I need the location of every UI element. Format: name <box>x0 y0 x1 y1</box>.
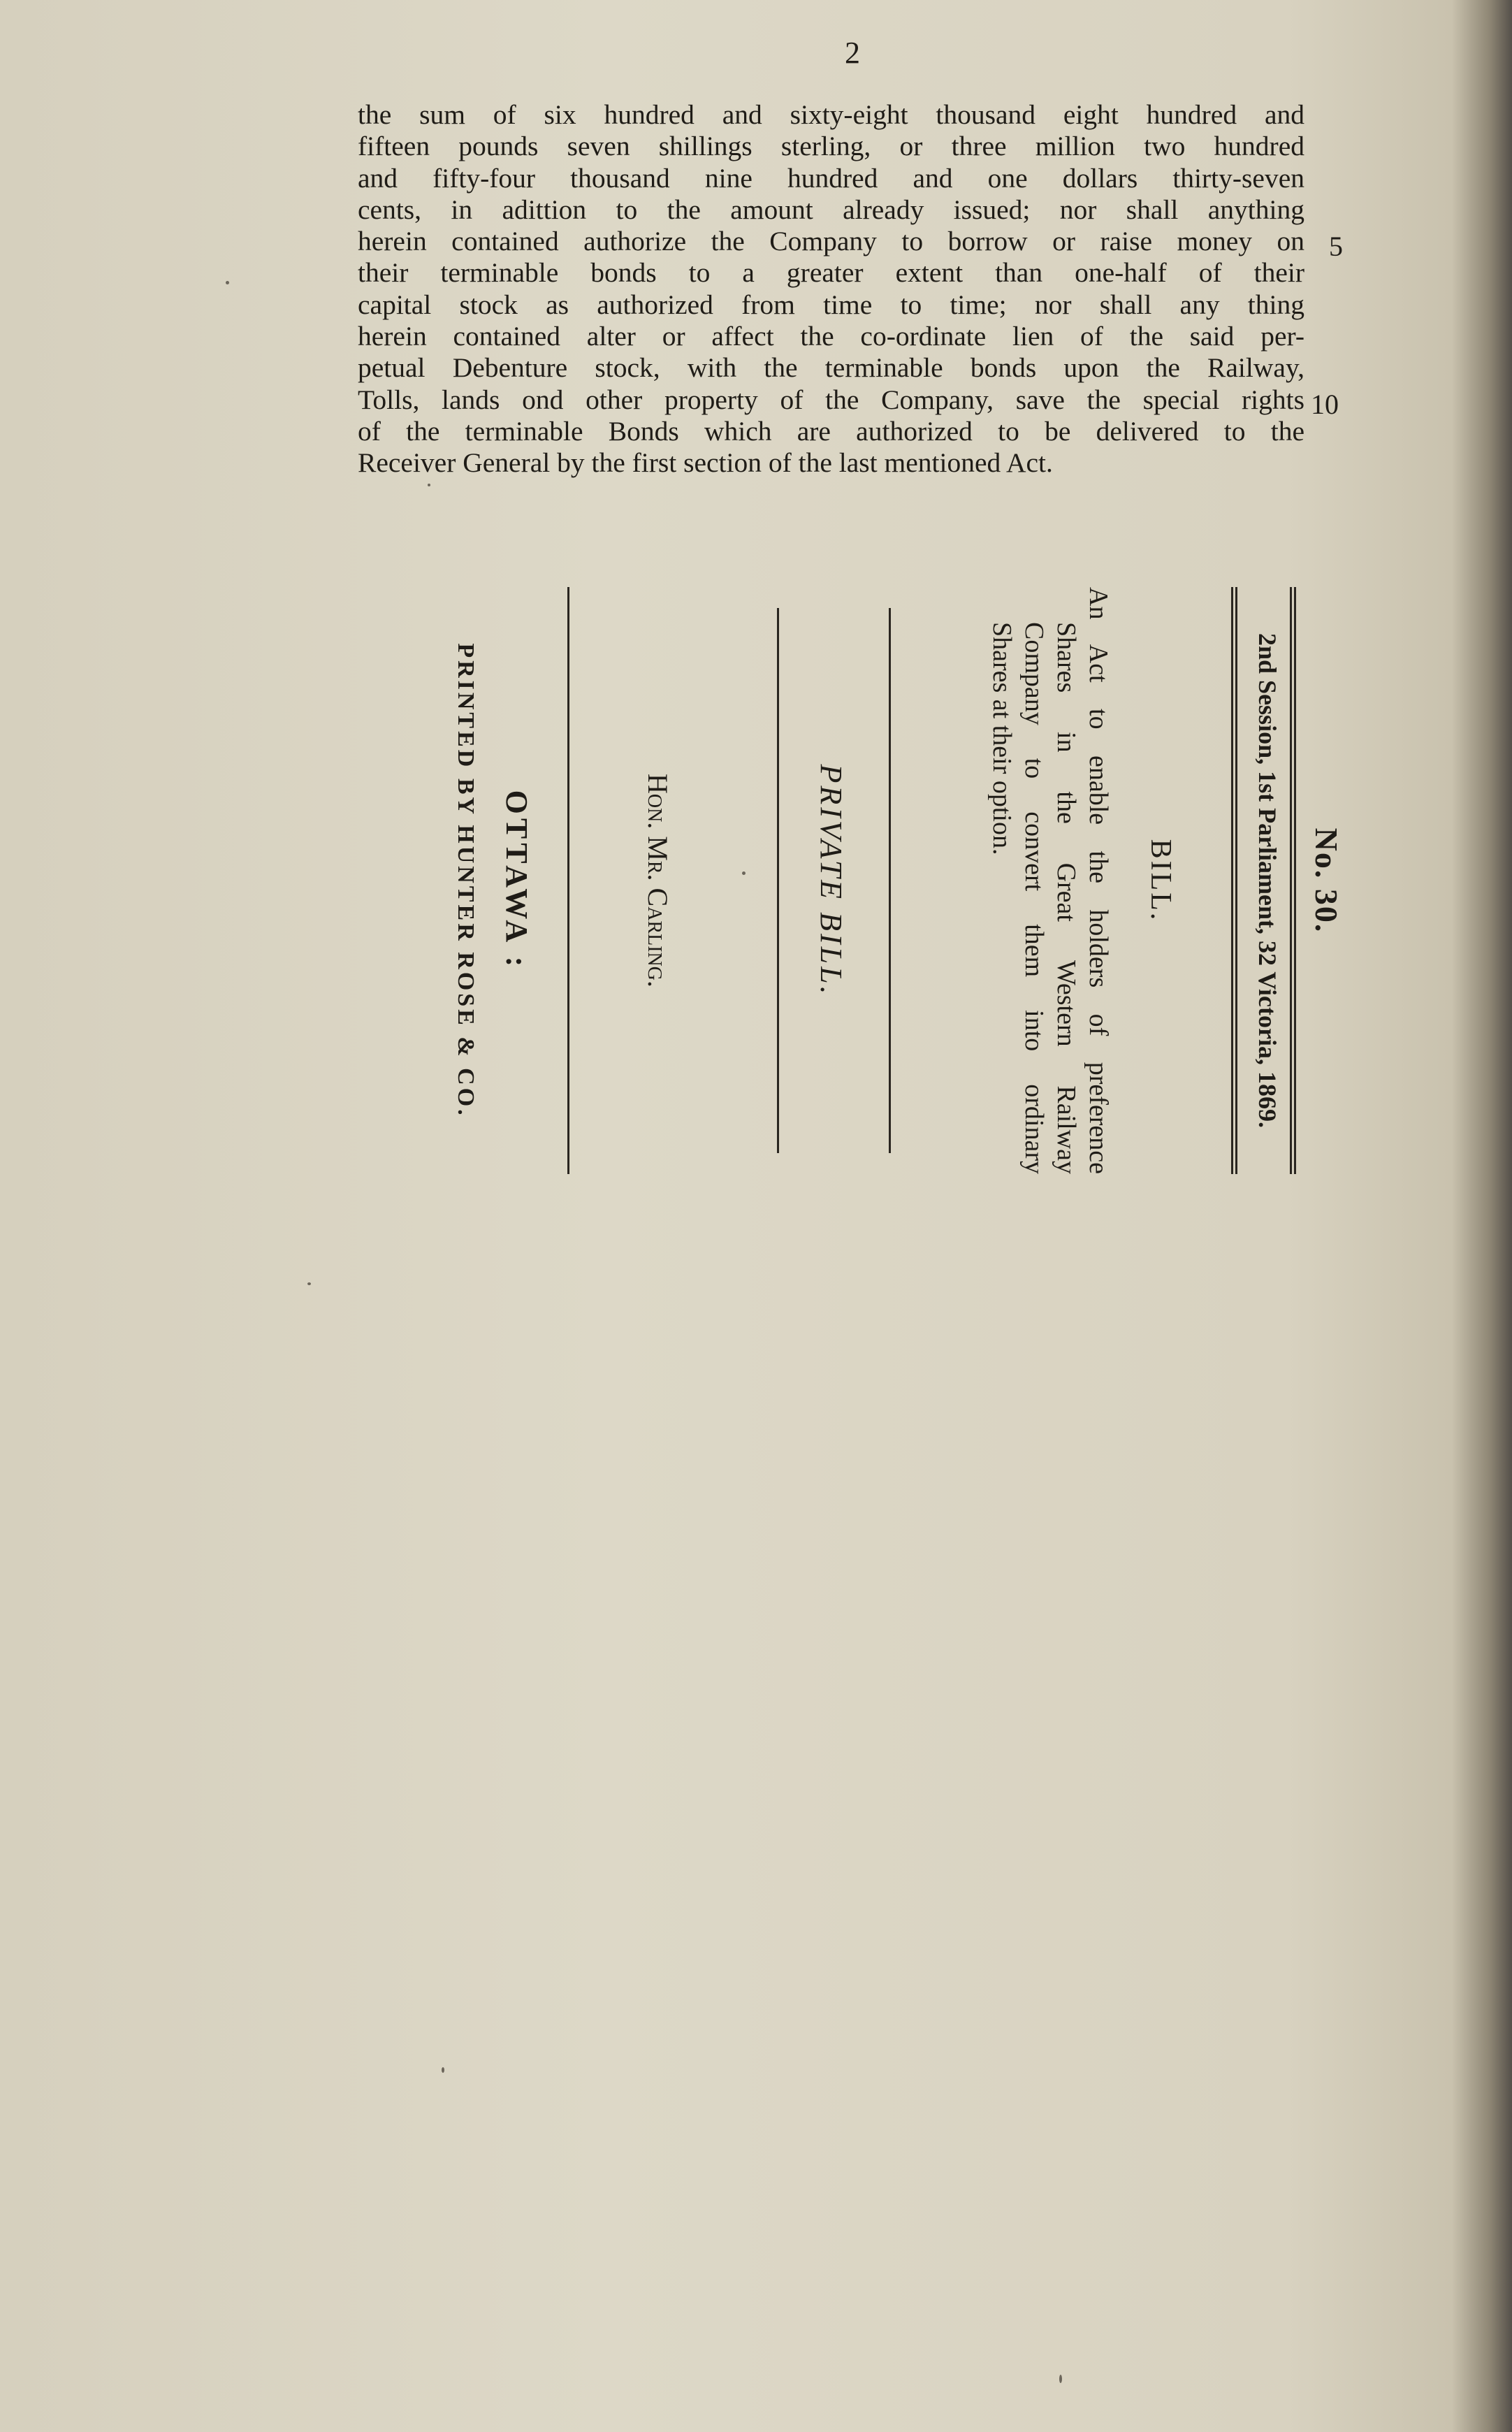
sponsor-name: Hon. Mr. Carling. <box>642 773 674 987</box>
bill-number: No. 30. <box>1309 827 1344 934</box>
line-number-marker: 10 <box>1311 389 1339 420</box>
paper-speck <box>226 281 229 284</box>
body-line: Receiver General by the first section of the last mentioned Act. <box>358 447 1053 479</box>
double-rule <box>1235 587 1237 1174</box>
paper-speck <box>428 484 430 486</box>
session-line: 2nd Session, 1st Parliament, 32 Victoria, 1869. <box>1253 633 1281 1128</box>
body-line: and fifty-four thousand nine hundred and one dollars thirty-seven <box>358 162 1304 194</box>
paper-speck <box>442 2067 444 2073</box>
separator-rule <box>567 587 569 1174</box>
printer-imprint: PRINTED BY HUNTER ROSE & CO. <box>453 643 479 1118</box>
page-number: 2 <box>845 36 860 70</box>
body-paragraph <box>358 99 1304 479</box>
private-bill-label: PRIVATE BILL. <box>814 764 848 997</box>
rotated-title-page <box>52 587 1366 1174</box>
double-rule <box>1290 587 1292 1174</box>
double-rule <box>1294 587 1296 1174</box>
body-line: cents, in adittion to the amount already issued; nor shall anything <box>358 194 1304 225</box>
double-rule <box>1231 587 1233 1174</box>
body-line: fifteen pounds seven shillings sterling, or three million two hundred <box>358 131 1304 162</box>
body-line: herein contained alter or affect the co-ordinate lien of the said per- <box>358 321 1304 352</box>
paper-speck <box>1059 2375 1062 2383</box>
act-title-line: An Act to enable the holders of preference <box>1084 587 1113 1174</box>
line-number-marker: 5 <box>1329 231 1343 262</box>
act-title-line: Company to convert them into ordinary <box>1019 622 1049 1174</box>
body-line: petual Debenture stock, with the terminable bonds upon the Railway, <box>358 352 1304 384</box>
separator-rule <box>777 608 779 1153</box>
body-line: capital stock as authorized from time to time; nor shall any thing <box>358 289 1304 320</box>
body-line: of the terminable Bonds which are authorized to be delivered to the <box>358 415 1304 447</box>
act-title-line: Shares at their option. <box>987 622 1017 855</box>
paper-speck <box>742 871 746 875</box>
separator-rule <box>889 608 891 1153</box>
act-title <box>986 587 1114 1174</box>
body-line: their terminable bonds to a greater extent than one-half of their <box>358 257 1304 289</box>
body-line: herein contained authorize the Company to borrow or raise money on <box>358 226 1304 257</box>
paper-speck <box>307 1282 311 1285</box>
publication-place: OTTAWA : <box>500 790 534 971</box>
body-line: Tolls, lands ond other property of the Company, save the special rights <box>358 384 1304 415</box>
bill-heading: BILL. <box>1144 839 1177 922</box>
act-title-line: Shares in the Great Western Railway <box>1052 622 1081 1174</box>
body-line: the sum of six hundred and sixty-eight thousand eight hundred and <box>358 99 1304 130</box>
